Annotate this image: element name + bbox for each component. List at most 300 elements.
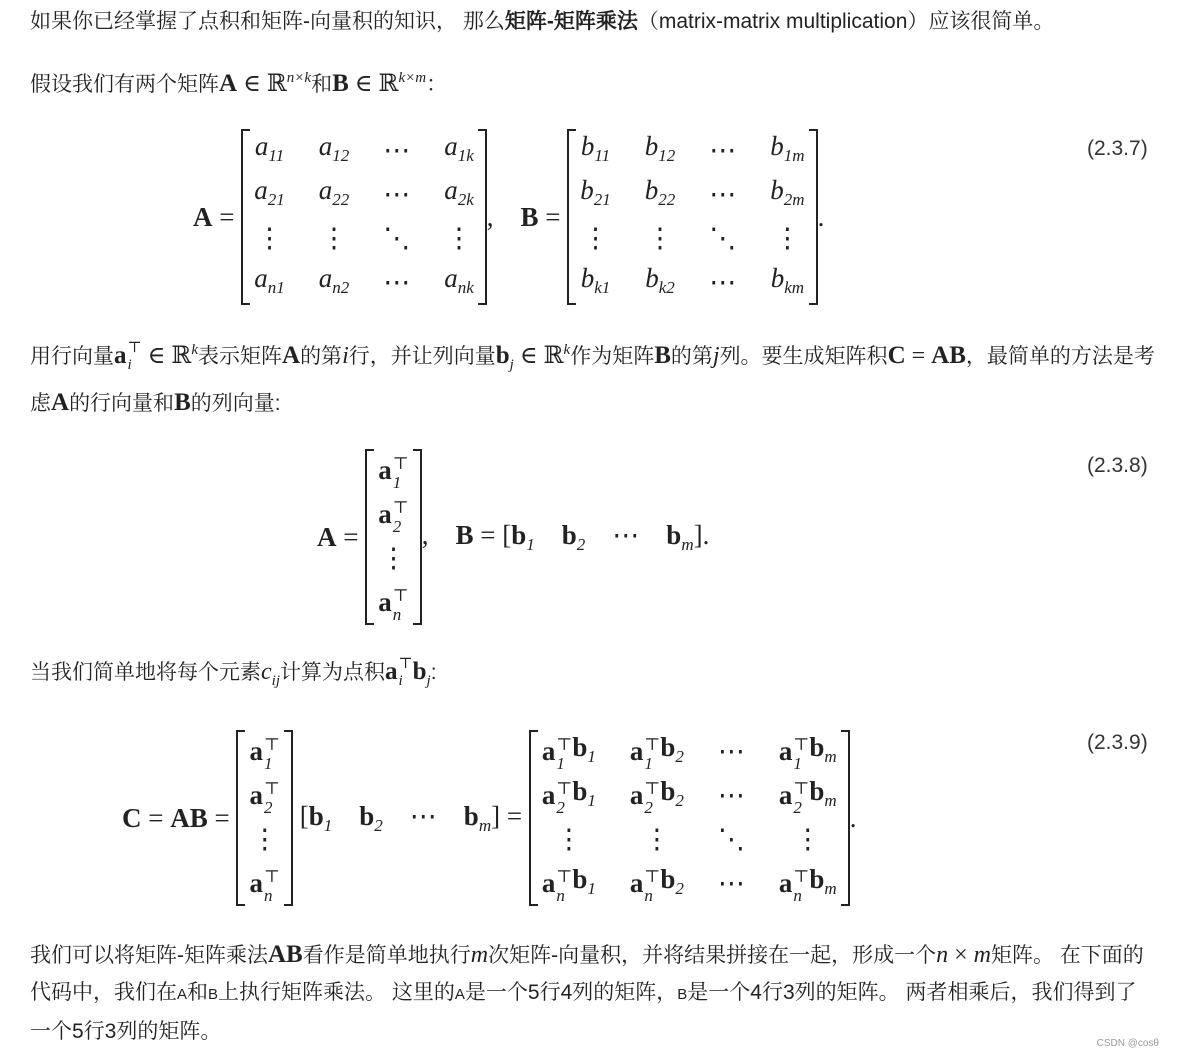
math-symbol: ⋮: [582, 222, 610, 253]
subscript: 1m: [783, 146, 805, 165]
text-segment: 看作是简单地执行: [302, 944, 471, 967]
math-token: [174, 389, 191, 416]
math-symbol: ⋯: [383, 178, 411, 209]
matrix-cell: [444, 173, 474, 217]
superscript: ⊤: [793, 778, 810, 798]
matrix-cell: [709, 261, 736, 305]
math-symbol: ℝ: [378, 71, 399, 97]
math-symbol: =: [141, 802, 171, 833]
matrix-cell: [645, 261, 675, 305]
left-bracket: [365, 449, 374, 625]
matrix-cell: [581, 129, 610, 173]
math-symbol: b: [770, 263, 785, 293]
matrix-cell: [256, 217, 283, 261]
math-symbol: ⋱: [717, 823, 745, 854]
math-token: [677, 981, 687, 1004]
math-symbol: [535, 520, 562, 550]
math-symbol: b: [572, 776, 588, 806]
math-token: [505, 10, 638, 33]
matrix-cell: [254, 261, 285, 305]
subscript: n: [263, 885, 273, 905]
math-token: [463, 800, 492, 835]
equation-text: [317, 522, 365, 553]
subscript: 22: [658, 190, 676, 209]
matrix-cell: [582, 217, 609, 261]
math-token: [471, 944, 488, 967]
math-token: [718, 773, 745, 820]
math-token: [207, 802, 237, 833]
subscript: 22: [332, 190, 350, 209]
matrix-grid: [374, 449, 413, 625]
subscript: m: [681, 534, 694, 554]
text-segment: 我们可以将矩阵-矩阵乘法: [30, 944, 268, 967]
math-token: [332, 70, 349, 97]
math-token: [122, 802, 142, 833]
subscript: 2: [374, 815, 383, 835]
matrix: [529, 730, 850, 906]
subscript: n: [644, 885, 653, 905]
subscript: m: [824, 879, 837, 898]
math-token: [779, 861, 810, 908]
row-column-paragraph: [30, 332, 1155, 422]
superscript: ⊤: [644, 778, 661, 798]
math-symbol: a: [778, 867, 793, 898]
left-bracket: [529, 730, 538, 906]
math-symbol: ⋯: [717, 867, 745, 898]
matrix-cell: [779, 774, 837, 818]
math-symbol: C: [887, 342, 906, 369]
subscript: n: [392, 604, 402, 624]
math-symbol: ⋮: [379, 542, 407, 573]
right-bracket: [809, 129, 818, 305]
math-symbol: ⋯: [383, 134, 411, 165]
math-symbol: b: [809, 732, 825, 762]
sub-sup: [264, 779, 280, 817]
math-token: [308, 800, 333, 835]
matrix-cell: [630, 862, 684, 906]
math-symbol: b: [770, 175, 784, 205]
text-segment: 矩阵。 在下面的代码中，我们在: [30, 944, 1144, 1004]
math-token: [887, 342, 906, 369]
matrix-cell: [255, 129, 284, 173]
math-symbol: AB: [931, 342, 966, 369]
math-token: [645, 256, 675, 310]
math-token: [171, 342, 198, 369]
text-segment: 当我们简单地将每个元素: [30, 661, 261, 684]
matrix-cell: [319, 129, 350, 173]
math-symbol: [428, 520, 455, 550]
equation-label: (2.3.7): [1087, 137, 1148, 160]
math-token: [809, 857, 836, 911]
equation-text: [422, 520, 710, 555]
math-token: [319, 256, 350, 310]
math-symbol: ∈: [348, 71, 379, 97]
math-symbol: ⋯: [383, 266, 411, 297]
math-symbol: =: [905, 343, 932, 369]
matrix-cell: [251, 818, 278, 862]
matrix-cell: [249, 730, 280, 774]
text-segment: 作为矩阵: [570, 345, 655, 368]
math-symbol: ∈: [513, 343, 544, 369]
math-symbol: a: [318, 263, 333, 293]
math-symbol: a: [249, 779, 263, 810]
math-token: [660, 857, 684, 911]
matrix-cell: [770, 129, 804, 173]
math-symbol: b: [580, 175, 594, 205]
math-token: [660, 769, 684, 823]
math-symbol: a: [629, 735, 644, 766]
math-symbol: b: [660, 776, 676, 806]
math-token: [319, 168, 350, 222]
math-symbol: a: [444, 131, 458, 161]
math-token: [380, 536, 407, 583]
matrix-cell: [580, 173, 611, 217]
equation-body: [193, 129, 824, 305]
math-symbol: b: [645, 263, 659, 293]
subscript: i: [127, 357, 132, 374]
subscript: 21: [267, 190, 285, 209]
superscript: k: [191, 342, 198, 358]
text-segment: 表示矩阵: [198, 345, 282, 368]
math-token: [936, 944, 948, 967]
math-symbol: n: [936, 942, 949, 968]
equation-text: [850, 803, 857, 834]
matrix-cell: [378, 581, 409, 625]
math-symbol: b: [308, 800, 324, 831]
math-symbol: a: [249, 867, 263, 898]
math-token: [249, 773, 280, 820]
math-token: [465, 981, 677, 1004]
matrix-cell: [630, 774, 684, 818]
text-segment: 的第: [300, 345, 343, 368]
subscript: 2: [263, 797, 273, 817]
math-symbol: a: [629, 867, 644, 898]
equation-body: [122, 730, 856, 906]
matrix-cell: [630, 730, 684, 774]
matrix: [236, 730, 293, 906]
left-bracket: [236, 730, 245, 906]
matrix: [241, 129, 487, 305]
math-token: [444, 256, 474, 310]
math-symbol: .: [849, 802, 857, 833]
text-segment: 列。要生成矩阵积: [719, 345, 888, 368]
right-bracket: [841, 730, 850, 906]
superscript: ⊤: [392, 497, 409, 517]
matrix-cell: [774, 217, 801, 261]
subscript: 1: [323, 815, 333, 835]
math-token: [378, 492, 409, 539]
math-symbol: b: [580, 263, 595, 293]
math-token: [141, 802, 171, 833]
text-segment: 计算为点积: [280, 661, 385, 684]
math-token: [254, 256, 285, 310]
subscript: 1: [793, 753, 802, 773]
subscript: 2: [675, 879, 684, 898]
math-token: [237, 73, 267, 96]
math-token: [535, 526, 562, 549]
math-token: [431, 661, 437, 684]
math-token: [30, 944, 268, 967]
subscript: 1: [526, 534, 535, 554]
math-symbol: a: [778, 779, 793, 810]
math-token: [191, 392, 281, 415]
subscript: ij: [271, 673, 280, 689]
subscript: j: [509, 357, 514, 373]
math-token: [666, 519, 694, 554]
subscript: m: [824, 791, 837, 810]
subscript: 2: [644, 797, 653, 817]
superscript: ⊤: [556, 778, 573, 798]
math-token: [931, 342, 966, 369]
math-symbol: ⋮: [255, 222, 283, 253]
math-token: [948, 944, 974, 967]
subscript: 1: [263, 753, 273, 773]
matrix-cell: [319, 173, 350, 217]
text-segment: 的行向量和: [69, 392, 175, 415]
text-segment: 的列向量:: [190, 392, 281, 415]
subscript: 1k: [457, 146, 474, 165]
math-token: [542, 773, 573, 820]
math-symbol: b: [561, 519, 577, 550]
math-symbol: b: [511, 519, 527, 550]
text-segment: 假设我们有两个矩阵: [30, 73, 219, 96]
sub-sup: [556, 779, 572, 817]
math-symbol: b: [809, 864, 825, 894]
subscript: 1: [587, 747, 596, 766]
math-token: [495, 342, 514, 373]
math-symbol: AB: [170, 802, 208, 833]
math-symbol: ⋱: [709, 222, 737, 253]
subscript: 1: [556, 753, 565, 773]
subscript: n: [556, 885, 565, 905]
math-symbol: ⋯: [709, 178, 737, 209]
math-symbol: ×: [948, 942, 974, 968]
math-token: [455, 519, 474, 550]
matrix-cell: [383, 129, 410, 173]
math-symbol: =: [207, 802, 237, 833]
math-symbol: =: [212, 201, 242, 232]
text-segment: 和: [311, 73, 333, 96]
math-token: [282, 342, 301, 369]
sub-sup: [644, 735, 660, 773]
math-symbol: C: [122, 802, 142, 833]
matrix-cell: [444, 129, 474, 173]
math-symbol: A: [317, 521, 337, 552]
math-symbol: =: [538, 201, 568, 232]
math-token: [212, 201, 242, 232]
subscript: 1: [587, 791, 596, 810]
subscript: 12: [658, 146, 676, 165]
sub-sup: [793, 735, 809, 773]
subscript: 2: [556, 797, 565, 817]
math-token: [249, 729, 280, 776]
math-token: [378, 448, 409, 495]
math-token: [771, 256, 804, 310]
matrix-cell: [645, 129, 676, 173]
matrix-cell: [542, 862, 596, 906]
math-symbol: ] =: [491, 800, 529, 831]
matrix-cell: [779, 730, 837, 774]
math-symbol: A: [51, 389, 70, 416]
text-segment: A: [177, 986, 188, 1003]
superscript: ⊤: [263, 866, 280, 886]
assumption-paragraph: [30, 60, 1155, 103]
math-symbol: a: [318, 131, 333, 161]
math-token: [428, 526, 455, 549]
math-symbol: a: [629, 779, 644, 810]
subscript: 2m: [783, 190, 805, 209]
math-token: [486, 201, 494, 232]
math-token: [280, 661, 385, 684]
equation-body: [317, 449, 709, 625]
math-symbol: = [: [473, 519, 512, 550]
equation-text: [122, 803, 236, 834]
subscript: n2: [332, 278, 350, 297]
math-token: [570, 345, 654, 368]
math-token: [219, 70, 238, 97]
intro-paragraph: [30, 3, 1155, 40]
math-symbol: j: [712, 343, 720, 369]
math-token: [249, 861, 280, 908]
text-segment: （matrix-matrix multiplication）应该很简单。: [637, 10, 1055, 33]
subscript: j: [426, 673, 431, 689]
matrix-cell: [779, 862, 837, 906]
math-token: [254, 168, 285, 222]
math-token: [251, 817, 278, 864]
dot-product-paragraph: [30, 653, 1155, 700]
math-token: [645, 168, 676, 222]
math-token: [770, 168, 804, 222]
math-symbol: ⋮: [445, 222, 473, 253]
equation-text: [293, 801, 529, 836]
math-symbol: ⋮: [794, 823, 822, 854]
subscript: 1: [644, 753, 653, 773]
equation-label: (2.3.9): [1087, 731, 1148, 754]
math-symbol: b: [644, 175, 659, 205]
superscript: ⊤: [644, 734, 661, 754]
math-token: [69, 392, 174, 415]
math-symbol: b: [463, 800, 479, 831]
math-token: [511, 519, 535, 554]
math-symbol: a: [541, 735, 556, 766]
superscript: n×k: [286, 70, 312, 86]
math-token: [30, 345, 114, 368]
subscript: 2: [576, 534, 586, 554]
math-token: [359, 800, 383, 835]
text-segment: 和: [187, 981, 209, 1004]
superscript: ⊤: [398, 656, 413, 673]
math-token: [300, 345, 342, 368]
math-token: [906, 345, 932, 368]
sub-sup: [264, 735, 280, 773]
math-symbol: b: [644, 131, 659, 161]
subscript: k1: [594, 278, 611, 297]
math-token: [572, 769, 596, 823]
math-token: [520, 201, 539, 232]
math-token: [494, 208, 521, 231]
math-token: [514, 345, 544, 368]
sub-sup: [393, 454, 409, 492]
text-segment: 用行向量: [30, 345, 114, 368]
math-token: [473, 519, 512, 550]
matrix-cell: [647, 217, 674, 261]
matrix-cell: [542, 730, 596, 774]
subscript: n1: [267, 278, 285, 297]
math-token: [543, 342, 571, 369]
matrix-cell: [718, 774, 745, 818]
math-token: [193, 201, 213, 232]
math-token: [718, 861, 745, 908]
subscript: m: [824, 747, 837, 766]
math-symbol: ⋮: [251, 823, 279, 854]
text-segment: 是一个5行4列的矩阵，: [464, 981, 678, 1004]
math-token: [349, 345, 496, 368]
superscript: ⊤: [127, 340, 142, 357]
math-token: [693, 519, 710, 550]
math-token: [654, 342, 671, 369]
math-token: [542, 729, 573, 776]
superscript: ⊤: [793, 734, 810, 754]
text-segment: ，最简单的方法是考虑: [30, 345, 1155, 415]
math-token: [849, 802, 857, 833]
math-symbol: ⋯: [717, 779, 745, 810]
matrix-cell: [645, 173, 676, 217]
math-symbol: =: [336, 521, 366, 552]
math-symbol: a: [541, 779, 556, 810]
math-symbol: ⋮: [643, 823, 671, 854]
math-token: [218, 981, 455, 1004]
math-token: [51, 389, 70, 416]
math-symbol: .: [817, 201, 825, 232]
math-symbol: B: [455, 519, 474, 550]
subscript: 1: [392, 472, 402, 492]
math-symbol: a: [378, 586, 392, 617]
math-token: [383, 216, 410, 263]
math-symbol: ℝ: [543, 343, 564, 369]
subscript: 2: [793, 797, 802, 817]
math-symbol: ⋯: [709, 134, 737, 165]
document-body: [0, 3, 1155, 1050]
matrix-cell: [771, 261, 804, 305]
math-symbol: b: [572, 864, 588, 894]
math-token: [317, 521, 337, 552]
sub-sup: [793, 779, 809, 817]
equation-text: [818, 202, 825, 233]
superscript: ⊤: [556, 866, 573, 886]
math-symbol: A: [193, 201, 213, 232]
text-segment: A: [454, 986, 465, 1003]
matrix: [365, 449, 422, 625]
text-segment: 矩阵-矩阵乘法: [504, 10, 638, 33]
math-token: [30, 661, 261, 684]
watermark: CSDN @cosθ: [1096, 1038, 1159, 1049]
math-token: [542, 861, 573, 908]
math-symbol: a: [114, 342, 127, 369]
math-symbol: ⋯: [585, 519, 667, 550]
sub-sup: [393, 586, 409, 624]
math-token: [177, 981, 187, 1004]
matrix-grid: [245, 730, 284, 906]
matrix-cell: [718, 862, 745, 906]
math-token: [342, 345, 349, 368]
equation-label: (2.3.8): [1087, 454, 1148, 477]
matrix-cell: [581, 261, 611, 305]
math-token: [809, 769, 836, 823]
math-symbol: ∈: [141, 343, 172, 369]
math-symbol: ⋮: [646, 222, 674, 253]
math-token: [671, 345, 713, 368]
text-segment: ：: [426, 73, 448, 96]
